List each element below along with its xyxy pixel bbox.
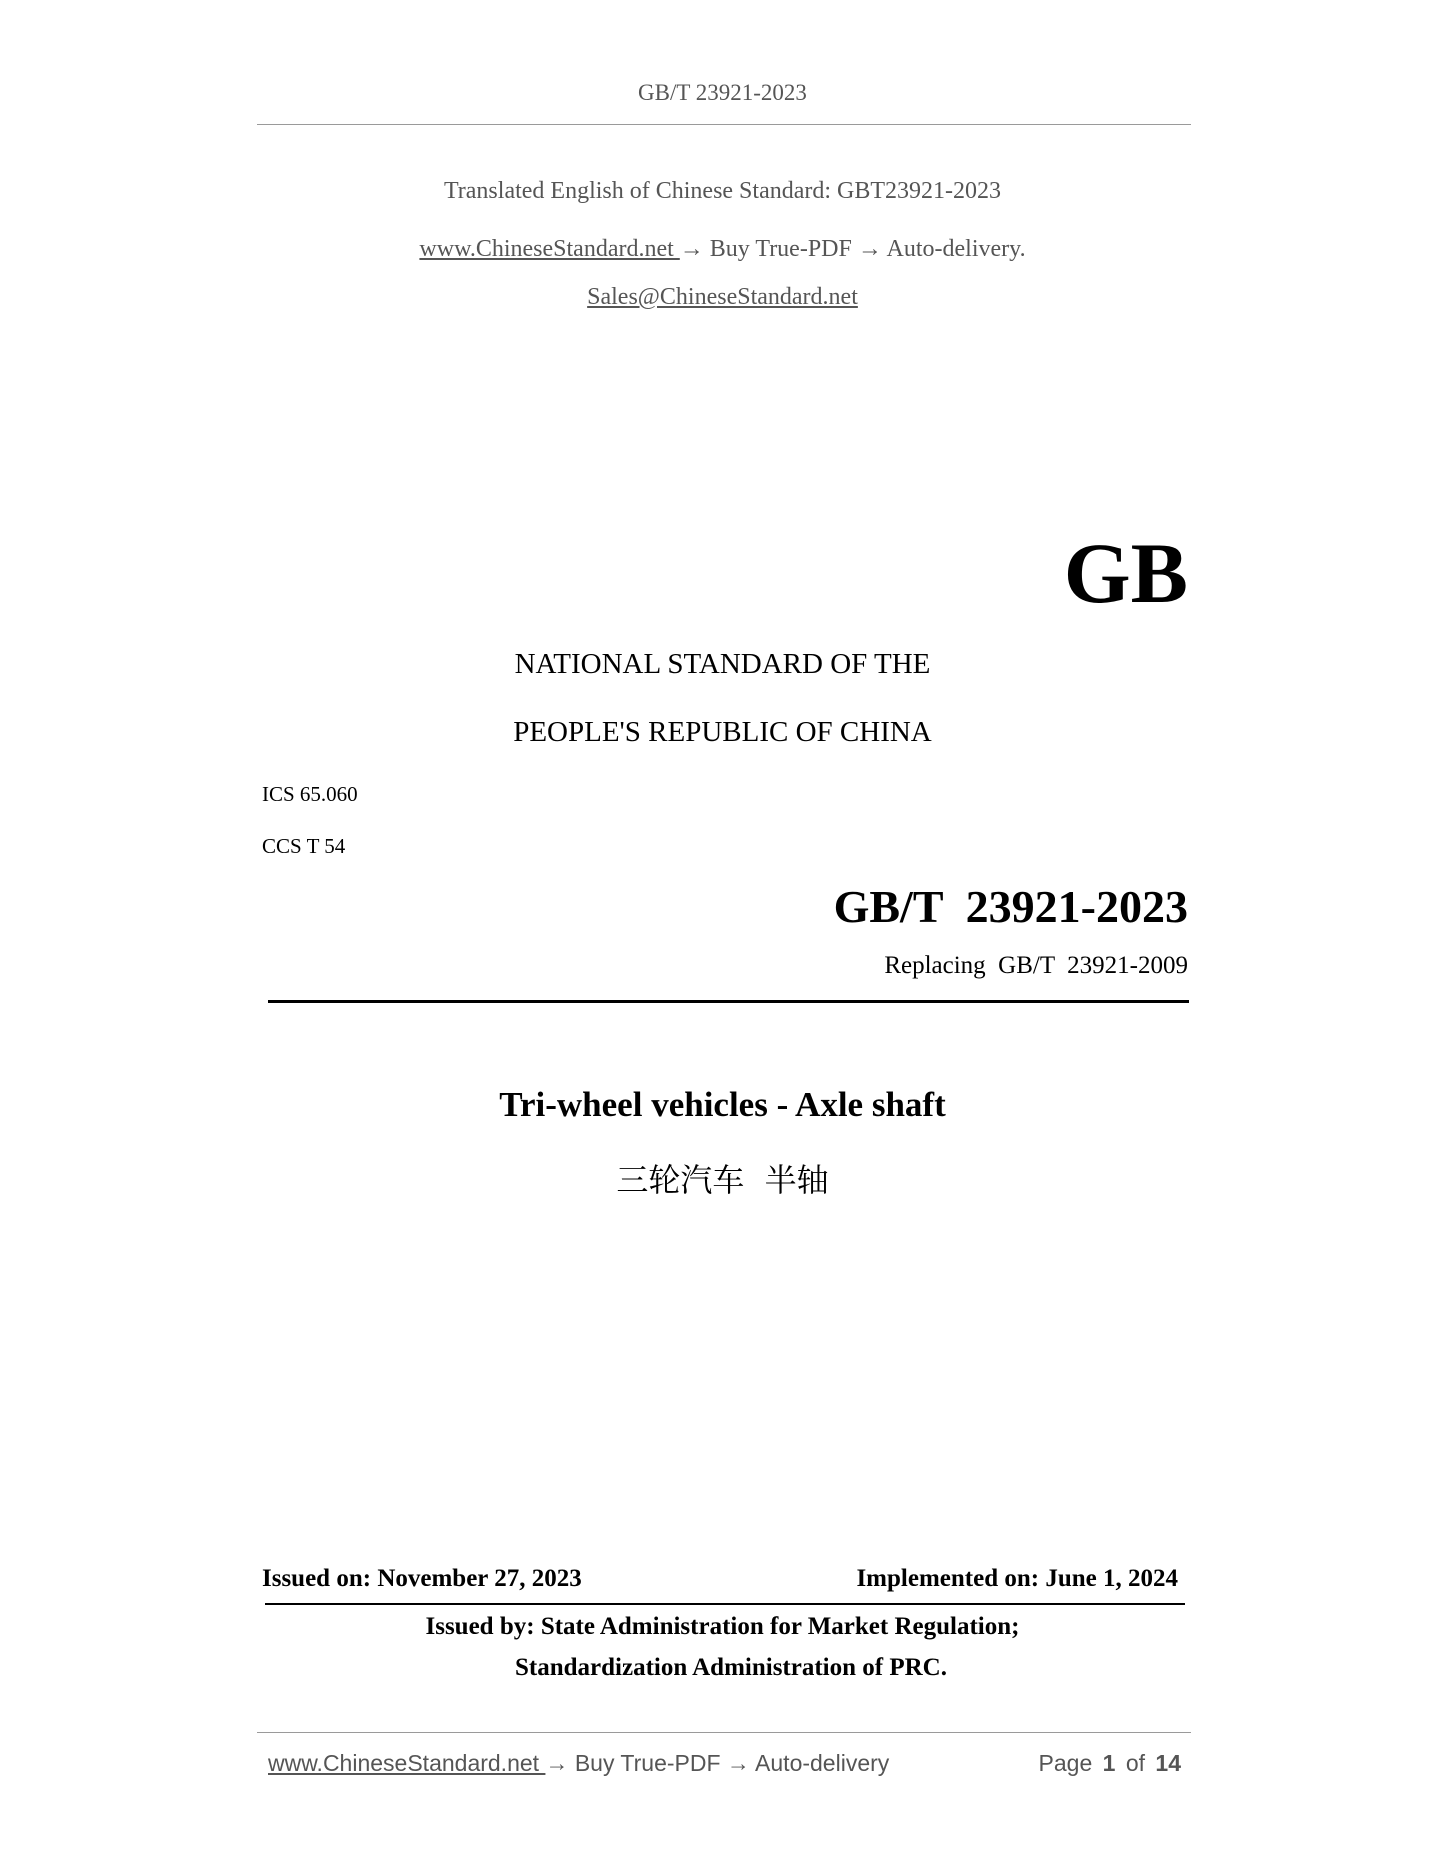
footer-site-link[interactable]: www.ChineseStandard.net [268,1750,546,1776]
footer-purchase-text: → Buy True-PDF → Auto-delivery [545,1750,890,1776]
purchase-text: → Buy True-PDF → Auto-delivery. [679,236,1026,262]
page-indicator [1039,1750,1181,1777]
implemented-on-date: Implemented on: June 1, 2024 [856,1565,1178,1592]
purchase-notice [0,236,1445,263]
page-total: 14 [1155,1750,1181,1776]
page-label: Page [1038,1750,1093,1776]
gb-mark: GB [1063,525,1188,621]
document-title-en: Tri-wheel vehicles - Axle shaft [499,1085,946,1124]
page-of: of [1125,1750,1146,1776]
translation-notice: Translated English of Chinese Standard: GBT23921-2023 [443,178,1002,204]
email-notice [0,284,1445,311]
running-header-title: GB/T 23921-2023 [638,80,807,105]
ccs-code: CCS T 54 [262,834,346,858]
ics-code: ICS 65.060 [262,782,358,806]
national-standard-line2: PEOPLE'S REPUBLIC OF CHINA [513,716,932,748]
footer-purchase [268,1750,889,1777]
page-current: 1 [1102,1750,1116,1776]
title-divider [268,1000,1189,1003]
replacing-standard: Replacing GB/T 23921-2009 [884,952,1188,979]
issued-on-date: Issued on: November 27, 2023 [262,1565,582,1592]
header-divider [257,124,1191,125]
standard-number: GB/T 23921-2023 [833,881,1188,932]
dates-divider [265,1603,1185,1605]
document-title-zh: 三轮汽车 半轴 [616,1161,829,1199]
issued-by-line1: Issued by: State Administration for Market Regulation; [425,1613,1020,1640]
issued-by-line2: Standardization Administration of PRC. [515,1654,947,1681]
site-link[interactable]: www.ChineseStandard.net [419,236,680,262]
footer-divider [257,1732,1191,1733]
email-link[interactable]: Sales@ChineseStandard.net [587,284,858,310]
national-standard-line1: NATIONAL STANDARD OF THE [514,648,931,680]
